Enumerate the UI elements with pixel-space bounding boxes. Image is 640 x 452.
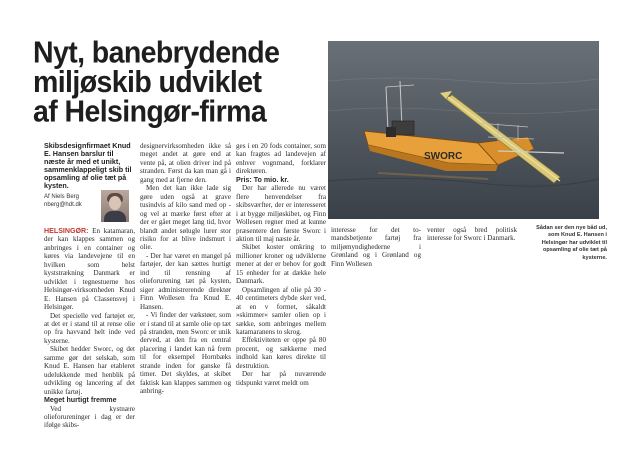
headline-line: Nyt, banebrydende (33, 35, 280, 70)
photo-caption: Sådan ser den nye båd ud, som Knud E. Hansen i Helsingør har udviklet til opsamling af olie tæt på kysterne. (536, 225, 607, 261)
article-photo (328, 41, 599, 219)
byline-email[interactable]: nberg@hdt.dk (44, 202, 82, 208)
paragraph: Skibet hedder Sworc, og det samme gør det selskab, som Knud E. Hansen har etableret udelukkende med henblik på udvikling og lancering af det unikke fartøj. (44, 345, 135, 396)
author-avatar (101, 190, 129, 222)
column-1 (44, 227, 135, 430)
paragraph: Effektiviteten er oppe på 80 procent, og sækkerne med indhold kan køres direkte til destruktion. (236, 336, 326, 370)
column-3 (236, 142, 326, 387)
dateline: HELSINGØR: (44, 227, 89, 235)
article-intro: Skibsdesignfirmaet Knud E. Hansen barslur til næste år med et unikt, sammenklappeligt skib til opsamling af olie tæt på kysten. (44, 141, 132, 191)
subheading: Meget hurtigt fremme (44, 396, 117, 405)
column-2 (140, 142, 231, 396)
photo-boat-illustration (328, 41, 599, 219)
column-5 (427, 226, 517, 243)
byline (44, 190, 134, 224)
paragraph: - Vi finder der vækstøer, som er i stand til at samle olie op tæt på stranden, men Sworc er unik derved, at den fra en central placering i landet kan nå frem til for eksempel Hornbæks strande inden for ganske få timer. Det skyldes, at skibet faktisk kan klappes sammen og anbring- (140, 311, 231, 396)
paragraph: designervirksomheden ikke så meget andet at gøre end at vente på, at olien driver ind på stranden. Først da kan man gå i gang med at fjerne den. (140, 142, 231, 184)
paragraph: Ved kystnære olieforureninger i dag er der ifølge skibs- (44, 404, 135, 430)
paragraph: Skibet koster omkring to millioner kroner og udviklerne mener at der er behov for godt 15 enheder for at dække hele Danmark. (236, 243, 326, 286)
byline-author: Af Niels Berg (44, 194, 80, 200)
paragraph: En katamaran, der kan klappes sammen og anbringes i en container og køres via landevejene til en hvilken som helst kyststrækning Danmark er udviklet i tegnestuerne hos Helsingør-virksomheden Knud E. Hansen på Classensvej i Helsingør. (44, 227, 135, 312)
article-headline (33, 35, 333, 130)
paragraph: Der har allerede nu været flere henvendelser fra skibsværfter, der er interesseret i at bygge miljøskibet, og Finn Wollesen regner med at kunne præsentere den første Sworc i aktion til maj næste år. (236, 184, 326, 243)
headline-line: af Helsingør-firma (33, 95, 267, 130)
paragraph: Der har på nuværende tidspunkt været meldt om (236, 370, 326, 387)
paragraph: ges i en 20 fods container, som kan fragtes ad landevejen af enhver vognmand, forklarer direktøren. (236, 142, 326, 176)
hull-label: SWORC (424, 151, 463, 162)
paragraph: venter også bred politisk interesse for Sworc i Danmark. (427, 226, 517, 243)
paragraph: interesse for det to-mandsbetjente fartøj fra miljømyndighederne i Grønland og i Grønland og Finn Wollesen (331, 226, 421, 268)
paragraph: Men det kan ikke lade sig gøre uden også at grave tusindvis af kilo sand med op - og vel at mærke først efter at der er gået meget lang tid, hvor blandt andet sølugle lurer stor risiko for at blive indsmurt i olie. (140, 184, 231, 252)
paragraph: - Der har været en mangel på fartøjer, der kan sættes hurtigt ind til rensning af olieforurening tæt på kysten, siger administrerende direktør Finn Wollesen fra Knud E. Hansen. (140, 251, 231, 311)
paragraph: Opsamlingen af olie på 30 - 40 centimeters dybde sker ved, at en v formet, såkaldt »skimmer« samler olien op i sække, som anbringes mellem katamaranens to skrog. (236, 285, 326, 336)
column-4 (331, 226, 421, 268)
paragraph: Det specielle ved fartøjet er, at det er i stand til at rense olie op fra havvand helt inde ved kysterne. (44, 311, 135, 345)
headline-line: miljøskib udviklet (33, 65, 262, 100)
subheading: Pris: To mio. kr. (236, 175, 289, 184)
